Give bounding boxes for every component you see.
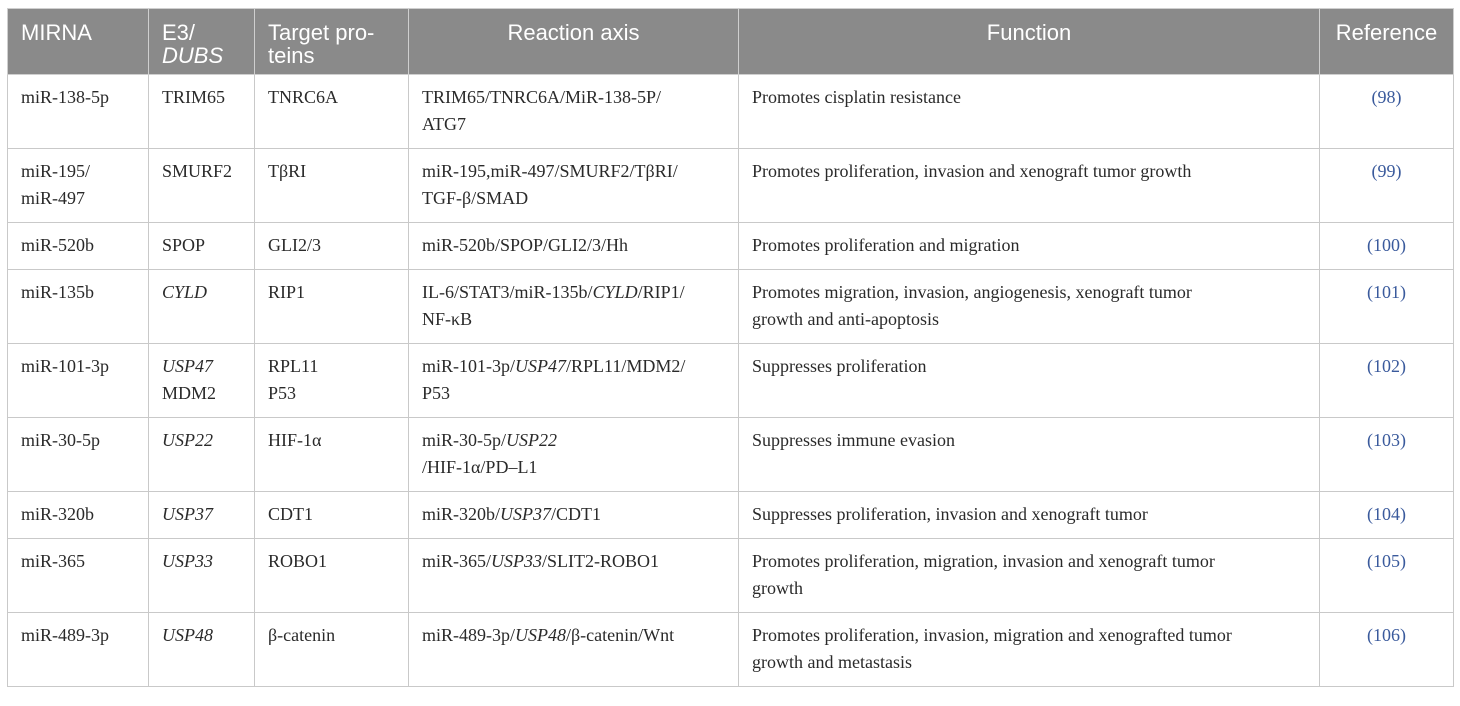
reference-cell — [1320, 223, 1454, 270]
reaction-axis-cell-line — [422, 353, 725, 380]
e3-dubs-cell-line — [162, 279, 241, 306]
e3-dubs-cell — [149, 492, 255, 539]
reaction-axis-cell-segment: P53 — [422, 383, 451, 403]
e3-dubs-cell-segment: USP22 — [162, 430, 213, 450]
reaction-axis-cell-segment: TRIM65/TNRC6A/MiR-138-5P/ — [422, 87, 662, 107]
function-cell — [739, 418, 1320, 492]
reaction-axis-cell-segment: miR-489-3p/ — [422, 625, 515, 645]
mirna-cell-line: miR-138-5p — [21, 87, 109, 107]
e3-dubs-cell-line — [162, 427, 241, 454]
reaction-axis-cell-segment: /HIF-1α/PD–L1 — [422, 457, 538, 477]
header-row — [8, 9, 1454, 75]
header-line: Target pro- — [268, 20, 375, 45]
function-cell — [739, 344, 1320, 418]
table-row — [8, 75, 1454, 149]
table-row — [8, 418, 1454, 492]
reaction-axis-cell-segment: /RIP1/ — [637, 282, 685, 302]
e3-dubs-cell — [149, 75, 255, 149]
target-proteins-cell — [255, 270, 409, 344]
reaction-axis-cell-segment: CYLD — [592, 282, 638, 302]
header-e3-dubs — [149, 9, 255, 75]
mirna-cell — [8, 223, 149, 270]
reaction-axis-cell-segment: /β-catenin/Wnt — [566, 625, 675, 645]
function-cell-line: Promotes proliferation, invasion, migration and xenografted tumor — [752, 625, 1232, 645]
header-line: MIRNA — [21, 20, 92, 45]
e3-dubs-cell-segment: USP47 — [162, 356, 213, 376]
reaction-axis-cell-line — [422, 232, 725, 259]
target-proteins-cell-line: RPL11 — [268, 356, 319, 376]
e3-dubs-cell-segment: SMURF2 — [162, 161, 233, 181]
reference-link[interactable]: (99) — [1371, 161, 1402, 181]
mirna-cell — [8, 492, 149, 539]
reference-cell — [1320, 75, 1454, 149]
target-proteins-cell — [255, 418, 409, 492]
table-row — [8, 492, 1454, 539]
reference-link[interactable]: (103) — [1367, 430, 1406, 450]
e3-dubs-cell-segment: USP33 — [162, 551, 213, 571]
reaction-axis-cell-segment: /RPL11/MDM2/ — [566, 356, 686, 376]
reference-link[interactable]: (106) — [1367, 625, 1406, 645]
reference-cell — [1320, 539, 1454, 613]
target-proteins-cell — [255, 492, 409, 539]
reference-cell — [1320, 270, 1454, 344]
target-proteins-cell — [255, 223, 409, 270]
function-cell — [739, 539, 1320, 613]
function-cell — [739, 270, 1320, 344]
reaction-axis-cell-segment: USP33 — [491, 551, 543, 571]
reaction-axis-cell-segment: USP37 — [500, 504, 552, 524]
target-proteins-cell-line: RIP1 — [268, 282, 306, 302]
header-line: Reference — [1335, 20, 1438, 45]
reaction-axis-cell-line — [422, 158, 725, 185]
header-line: teins — [268, 43, 315, 68]
mirna-cell-line: miR-520b — [21, 235, 95, 255]
header-line: E3/ — [162, 20, 196, 45]
e3-dubs-cell — [149, 613, 255, 687]
function-cell-line: growth and anti-apoptosis — [752, 309, 939, 329]
reference-link[interactable]: (101) — [1367, 282, 1406, 302]
reference-link[interactable]: (98) — [1371, 87, 1402, 107]
reference-cell — [1320, 418, 1454, 492]
e3-dubs-cell — [149, 270, 255, 344]
mirna-cell-line: miR-195/ — [21, 161, 91, 181]
e3-dubs-cell-segment: MDM2 — [162, 383, 217, 403]
header-function — [739, 9, 1320, 75]
header-line: Reaction axis — [507, 20, 640, 45]
reaction-axis-cell — [409, 270, 739, 344]
reaction-axis-cell-line — [422, 548, 725, 575]
reaction-axis-cell — [409, 223, 739, 270]
mirna-cell-line: miR-489-3p — [21, 625, 109, 645]
e3-dubs-cell-line — [162, 158, 241, 185]
reaction-axis-cell-segment: TGF-β/SMAD — [422, 188, 529, 208]
mirna-cell-line: miR-135b — [21, 282, 95, 302]
header-line: Function — [986, 20, 1072, 45]
mirna-cell — [8, 418, 149, 492]
function-cell-line: Suppresses proliferation — [752, 356, 927, 376]
reaction-axis-cell-segment: IL-6/STAT3/miR-135b/ — [422, 282, 593, 302]
mirna-cell — [8, 344, 149, 418]
e3-dubs-cell-line — [162, 380, 241, 407]
data-table — [7, 8, 1454, 687]
function-cell — [739, 613, 1320, 687]
e3-dubs-cell-line — [162, 232, 241, 259]
mirna-cell-line: miR-320b — [21, 504, 95, 524]
function-cell — [739, 149, 1320, 223]
e3-dubs-cell-line — [162, 353, 241, 380]
e3-dubs-cell — [149, 344, 255, 418]
reference-link[interactable]: (105) — [1367, 551, 1406, 571]
reaction-axis-cell-segment: /CDT1 — [551, 504, 602, 524]
function-cell-line: growth — [752, 578, 803, 598]
target-proteins-cell-line: TβRI — [268, 161, 307, 181]
mirna-cell — [8, 613, 149, 687]
reaction-axis-cell — [409, 149, 739, 223]
e3-dubs-cell-segment: CYLD — [162, 282, 208, 302]
target-proteins-cell-line: β-catenin — [268, 625, 336, 645]
function-cell-line: Suppresses proliferation, invasion and xenograft tumor — [752, 504, 1148, 524]
reaction-axis-cell — [409, 492, 739, 539]
e3-dubs-cell — [149, 539, 255, 613]
function-cell-line: Promotes proliferation, migration, invasion and xenograft tumor — [752, 551, 1215, 571]
table-row — [8, 613, 1454, 687]
reference-cell — [1320, 613, 1454, 687]
e3-dubs-cell-line — [162, 501, 241, 528]
reaction-axis-cell-line — [422, 279, 725, 306]
target-proteins-cell — [255, 344, 409, 418]
target-proteins-cell-line: HIF-1α — [268, 430, 322, 450]
mirna-cell-line: miR-30-5p — [21, 430, 100, 450]
mirna-cell-line: miR-365 — [21, 551, 86, 571]
target-proteins-cell-line: CDT1 — [268, 504, 313, 524]
e3-dubs-cell-line — [162, 84, 241, 111]
table-row — [8, 149, 1454, 223]
table-row — [8, 344, 1454, 418]
function-cell-line: Promotes cisplatin resistance — [752, 87, 961, 107]
e3-dubs-cell — [149, 223, 255, 270]
header-reaction-axis — [409, 9, 739, 75]
reaction-axis-cell-segment: USP47 — [515, 356, 566, 376]
mirna-cell-line: miR-497 — [21, 188, 86, 208]
e3-dubs-cell-segment: SPOP — [162, 235, 206, 255]
reaction-axis-cell-line — [422, 622, 725, 649]
function-cell — [739, 223, 1320, 270]
function-cell-line: Promotes proliferation, invasion and xenograft tumor growth — [752, 161, 1192, 181]
target-proteins-cell-line: ROBO1 — [268, 551, 328, 571]
reaction-axis-cell — [409, 539, 739, 613]
reaction-axis-cell-line — [422, 306, 725, 333]
target-proteins-cell-line: GLI2/3 — [268, 235, 321, 255]
header-reference — [1320, 9, 1454, 75]
e3-dubs-cell — [149, 418, 255, 492]
function-cell-line: Promotes proliferation and migration — [752, 235, 1020, 255]
reference-cell — [1320, 492, 1454, 539]
function-cell-line: Suppresses immune evasion — [752, 430, 955, 450]
function-cell-line: Promotes migration, invasion, angiogenesis, xenograft tumor — [752, 282, 1192, 302]
reaction-axis-cell-line — [422, 185, 725, 212]
target-proteins-cell-line: P53 — [268, 383, 297, 403]
target-proteins-cell-line: TNRC6A — [268, 87, 339, 107]
target-proteins-cell — [255, 613, 409, 687]
table-header — [8, 9, 1454, 75]
e3-dubs-cell-segment: TRIM65 — [162, 87, 225, 107]
reaction-axis-cell — [409, 344, 739, 418]
reaction-axis-cell-segment: miR-195,miR-497/SMURF2/TβRI/ — [422, 161, 678, 181]
e3-dubs-cell — [149, 149, 255, 223]
reaction-axis-cell — [409, 75, 739, 149]
reaction-axis-cell — [409, 418, 739, 492]
reaction-axis-cell-line — [422, 111, 725, 138]
mirna-cell — [8, 539, 149, 613]
table-row — [8, 539, 1454, 613]
reaction-axis-cell-segment: miR-101-3p/ — [422, 356, 515, 376]
header-mirna — [8, 9, 149, 75]
reference-link[interactable]: (100) — [1367, 235, 1406, 255]
reference-link[interactable]: (102) — [1367, 356, 1406, 376]
header-line: DUBS — [162, 43, 224, 68]
reaction-axis-cell-segment: NF-κB — [422, 309, 473, 329]
header-target-proteins — [255, 9, 409, 75]
function-cell — [739, 492, 1320, 539]
reaction-axis-cell — [409, 613, 739, 687]
e3-dubs-cell-segment: USP37 — [162, 504, 213, 524]
target-proteins-cell — [255, 539, 409, 613]
reaction-axis-cell-segment: miR-365/ — [422, 551, 492, 571]
table-row — [8, 270, 1454, 344]
reference-cell — [1320, 149, 1454, 223]
e3-dubs-cell-line — [162, 548, 241, 575]
function-cell-line: growth and metastasis — [752, 652, 912, 672]
target-proteins-cell — [255, 75, 409, 149]
table-row — [8, 223, 1454, 270]
reaction-axis-cell-segment: miR-30-5p/ — [422, 430, 506, 450]
reaction-axis-cell-line — [422, 380, 725, 407]
target-proteins-cell — [255, 149, 409, 223]
reaction-axis-cell-segment: /SLIT2-ROBO1 — [542, 551, 660, 571]
reference-cell — [1320, 344, 1454, 418]
e3-dubs-cell-segment: USP48 — [162, 625, 213, 645]
mirna-cell — [8, 149, 149, 223]
reaction-axis-cell-line — [422, 454, 725, 481]
reaction-axis-cell-line — [422, 501, 725, 528]
reference-link[interactable]: (104) — [1367, 504, 1406, 524]
reaction-axis-cell-line — [422, 427, 725, 454]
mirna-cell — [8, 75, 149, 149]
function-cell — [739, 75, 1320, 149]
table-body — [8, 75, 1454, 687]
e3-dubs-cell-line — [162, 622, 241, 649]
reaction-axis-cell-segment: USP48 — [515, 625, 566, 645]
mirna-cell — [8, 270, 149, 344]
reaction-axis-cell-segment: USP22 — [506, 430, 557, 450]
reaction-axis-cell-segment: miR-520b/SPOP/GLI2/3/Hh — [422, 235, 629, 255]
reaction-axis-cell-segment: ATG7 — [422, 114, 466, 134]
reaction-axis-cell-line — [422, 84, 725, 111]
mirna-cell-line: miR-101-3p — [21, 356, 109, 376]
reaction-axis-cell-segment: miR-320b/ — [422, 504, 501, 524]
